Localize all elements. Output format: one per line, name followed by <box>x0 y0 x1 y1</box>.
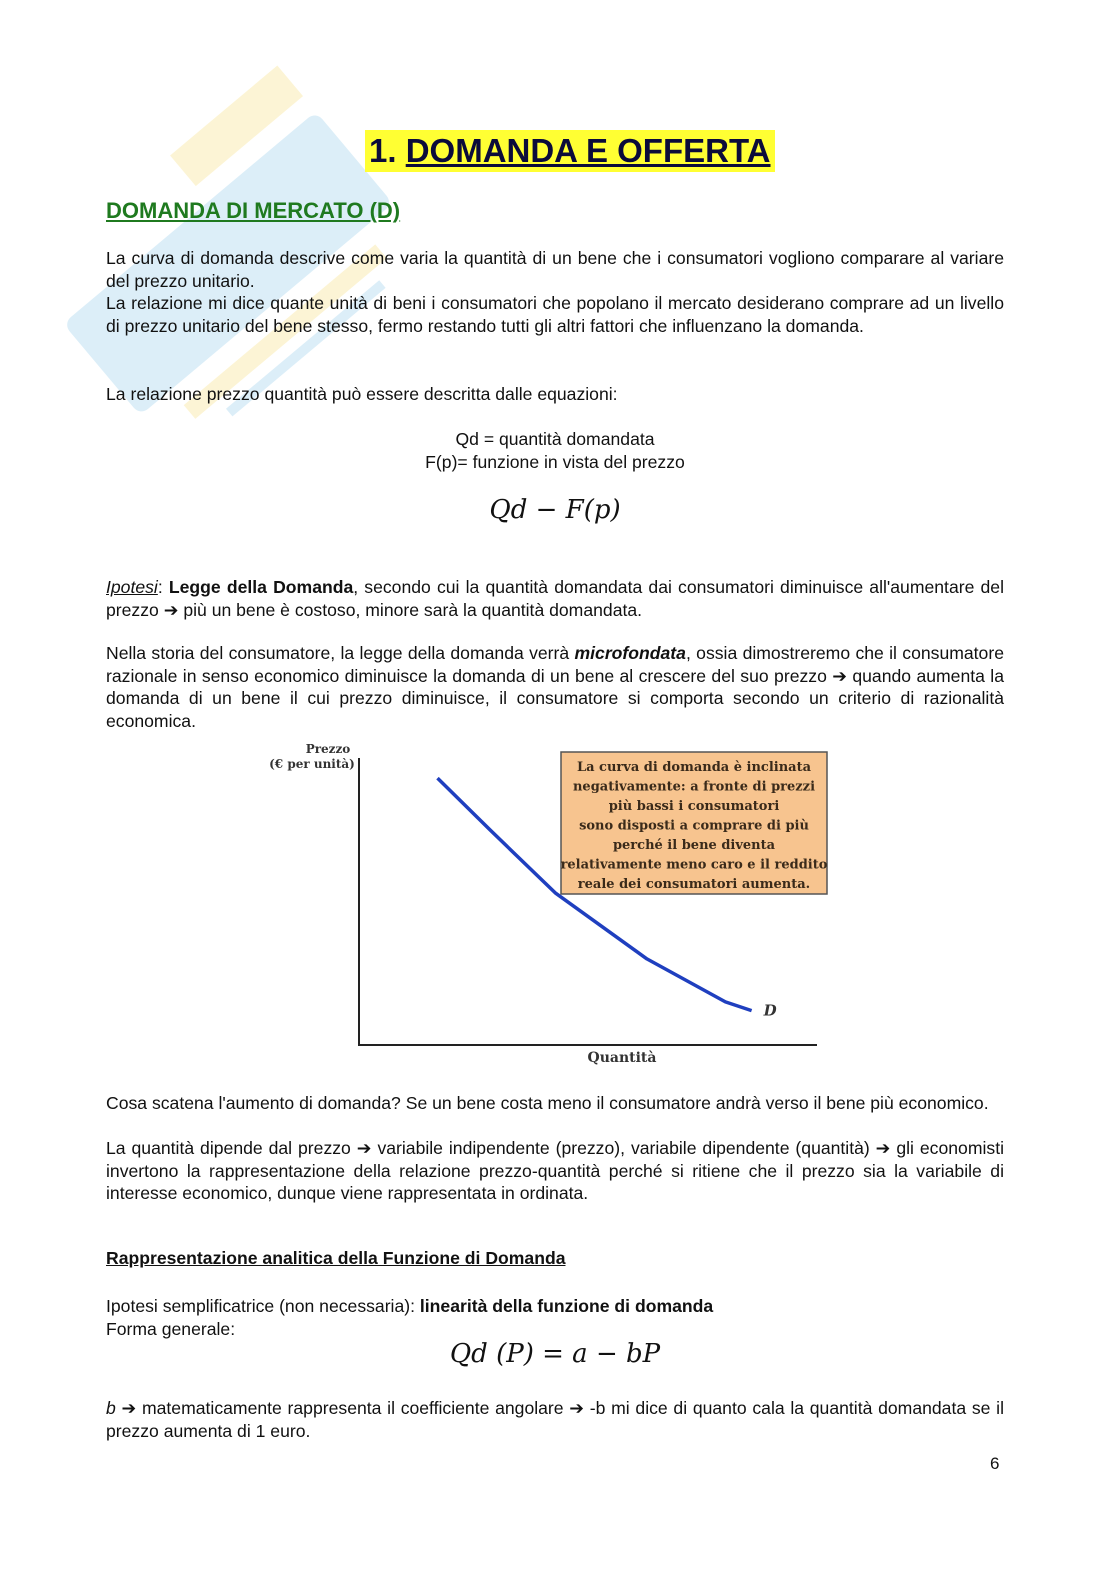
paragraph-b-coefficient: b ➔ matematicamente rappresenta il coefficiente angolare ➔ -b mi dice di quanto cala la quantità domandata se il prezzo aumenta di 1 euro. <box>106 1398 1004 1441</box>
equation-qd-fp: Qd − F(p) <box>489 495 621 525</box>
paragraph-semplificatrice: Ipotesi semplificatrice (non necessaria): linearità della funzione di domanda <box>106 1296 714 1316</box>
paragraph-storia: Nella storia del consumatore, la legge della domanda verrà microfondata, ossia dimostreremo che il consumatore razionale in senso economico diminuisce la domanda di un bene al crescere del suo prezzo ➔ quando aumenta la domanda di un bene il cui prezzo diminuisce, il consumatore si comporta secondo un criterio di razionalità economica. <box>106 643 1004 731</box>
b-variable: b <box>106 1398 116 1418</box>
annotation-line: relativamente meno caro e il reddito <box>560 857 828 873</box>
linearity-term: linearità della funzione di domanda <box>419 1296 714 1316</box>
demand-curve-chart <box>262 738 834 1073</box>
paragraph-ipotesi: Ipotesi: Legge della Domanda, secondo cui la quantità domandata dai consumatori diminuisce all'aumentare del prezzo ➔ più un bene è costoso, minore sarà la quantità domandata. <box>106 577 1005 620</box>
paragraph-intro: La curva di domanda descrive come varia la quantità di un bene che i consumatori vogliono comparare al variare del prezzo unitario. <box>106 248 1004 291</box>
y-axis-unit: (€ per unità) <box>269 757 355 771</box>
equation-linear-demand: Qd (P) = a − bP <box>449 1339 661 1369</box>
law-of-demand: Legge della Domanda <box>168 577 354 597</box>
y-axis-label: Prezzo <box>305 742 351 756</box>
annotation-line: negativamente: a fronte di prezzi <box>572 779 816 795</box>
title-text: DOMANDA E OFFERTA <box>405 132 771 169</box>
annotation-line: più bassi i consumatori <box>608 799 780 814</box>
annotation-line: reale dei consumatori aumenta. <box>577 877 811 892</box>
paragraph-relation: La relazione mi dice quante unità di beni i consumatori che popolano il mercato desiderano comprare ad un livello di prezzo unitario del bene stesso, fermo restando tutti gli altri fattori che influenzano la domanda. <box>106 293 1004 336</box>
x-axis-label: Quantità <box>587 1050 657 1066</box>
ipotesi-label: Ipotesi <box>106 577 158 597</box>
definition-qd: Qd = quantità domandata <box>455 429 655 449</box>
page-number: 6 <box>990 1454 1000 1473</box>
subheading-analytic: Rappresentazione analitica della Funzione di Domanda <box>106 1248 566 1268</box>
annotation-line: perché il bene diventa <box>612 838 776 853</box>
annotation-line: La curva di domanda è inclinata <box>576 760 812 775</box>
series-label-d: D <box>763 1001 777 1020</box>
page-title <box>365 130 775 172</box>
definition-fp: F(p)= funzione in vista del prezzo <box>425 452 685 472</box>
paragraph-cosa-scatena: Cosa scatena l'aumento di domanda? Se un bene costa meno il consumatore andrà verso il bene più economico. <box>106 1093 989 1113</box>
annotation-line: sono disposti a comprare di più <box>579 818 809 834</box>
forma-generale: Forma generale: <box>106 1319 236 1339</box>
title-number: 1. <box>369 132 397 169</box>
section-heading: DOMANDA DI MERCATO (D) <box>106 198 401 223</box>
microfondata-term: microfondata <box>574 643 686 663</box>
paragraph-equations-intro: La relazione prezzo quantità può essere descritta dalle equazioni: <box>106 384 618 404</box>
paragraph-quantita: La quantità dipende dal prezzo ➔ variabile indipendente (prezzo), variabile dipendente (quantità) ➔ gli economisti invertono la rappresentazione della relazione prezzo-quantità perché si ritiene che il prezzo sia la variabile di interesse economico, dunque viene rappresentata in ordinata. <box>106 1138 1004 1204</box>
